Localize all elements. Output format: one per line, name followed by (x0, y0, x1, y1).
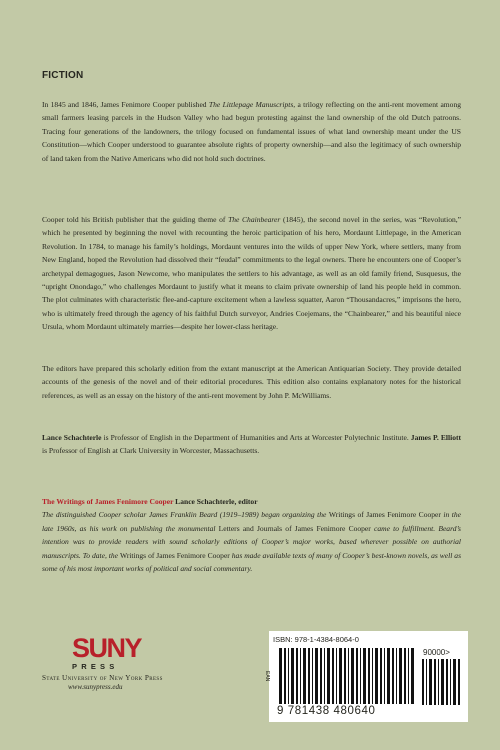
series-editor: Lance Schachterle, editor (173, 497, 258, 506)
barcode-bar (284, 648, 286, 704)
barcode-bar (315, 648, 318, 704)
series-text-italic: The distinguished Cooper scholar James Franklin Beard (1919–1989) began organizing the (42, 510, 329, 520)
price-code: 90000> (423, 648, 450, 657)
book-title: The Chainbearer (228, 215, 281, 224)
press-word: PRESS (72, 662, 119, 671)
barcode-bar (453, 659, 456, 705)
barcode-bar (450, 659, 451, 705)
series-title: The Writings of James Fenimore Cooper (42, 497, 174, 506)
barcode-bar (422, 659, 424, 705)
barcode-bar (392, 648, 394, 704)
barcode-bar (429, 659, 432, 705)
barcode-bar (312, 648, 313, 704)
barcode-bar (363, 648, 366, 704)
isbn-label: ISBN: 978-1-4384-8064-0 (273, 635, 359, 644)
suny-logo-text: SUNY (72, 633, 142, 663)
publisher-url: www.sunypress.edu (68, 683, 123, 691)
barcode-number: 9 781438 480640 (277, 705, 376, 717)
barcode-bar (360, 648, 361, 704)
paragraph-text: In 1845 and 1846, James Fenimore Cooper published (42, 100, 209, 109)
barcode-bar (327, 648, 330, 704)
barcode-bar (296, 648, 298, 704)
category-label: FICTION (42, 70, 84, 81)
barcode-bar (332, 648, 334, 704)
barcode-bar (375, 648, 378, 704)
description-paragraph-2 (42, 213, 461, 334)
series-text-italic: came to fulfillment. Beard’s intention was to provide readers with sound scholarly editions of Cooper’s major works, based wherever possible on authorial manuscripts. To date, the (42, 523, 461, 560)
barcode-bar (324, 648, 325, 704)
barcode-bar (339, 648, 342, 704)
series-work-title: Letters and Journals of James Fenimore Cooper (218, 523, 371, 533)
paragraph-text: Cooper told his British publisher that the guiding theme of (42, 215, 229, 224)
barcode-bar (380, 648, 382, 704)
barcode-bar (308, 648, 310, 704)
barcode-bar (348, 648, 349, 704)
publisher-logo (42, 633, 242, 691)
barcode-bar (372, 648, 373, 704)
barcode-bar (411, 648, 414, 704)
book-title: The Littlepage Manuscripts (208, 100, 294, 109)
addon-barcode-bars (422, 659, 462, 705)
paragraph-text: , a trilogy reflecting on the anti-rent movement among small farmers leasing parcels in the Hudson Valley who had begun protesting against the land ownership of the old Dutch patroons. Tracing four generations of the landowners, the trilogy focused on fundamental issues of what land ownership meant under the US Constitution—which Cooper understood to guarantee absolute rights of property ownership—and also the legitimacy of such ownership of land taken from the Native Americans who did not hold such doctrines. (42, 100, 461, 163)
barcode-panel (264, 631, 468, 722)
barcode-bar (438, 659, 439, 705)
description-paragraph-1 (42, 98, 461, 165)
barcode-bar (279, 648, 282, 704)
barcode-bar (351, 648, 354, 704)
editors-bio (42, 431, 461, 458)
barcode-bar (404, 648, 406, 704)
barcode-bar (356, 648, 358, 704)
barcode-bar (441, 659, 444, 705)
editor-name: James P. Elliott (410, 433, 461, 442)
paragraph-text: (1845), the second novel in the series, was “Revolution,” which he presented by beginning the novel with recounting the heroic participation of his hero, Mordaunt Littlepage, in the American Revolution. In 1784, to manage his family’s holdings, Mordaunt ventures into the wilds of upper New York, where settlers, many from New England, hoped the Revolution had dissolved their “feudal” commitments to the legal owners. There he encounters one of Cooper’s archetypal demagogues, Jason Newcome, who manipulates the settlers to his advantage, as well as an old family friend, Susquesus, the “upright Onondago,” who challenges Mordaunt to justify what it means to claim private ownership of land his people held in common. The plot culminates with characteristic flee-and-capture excitement when a lawless squatter, Aaron “Thousandacres,” imprisons the hero, who is ultimately freed through the agency of his faithful Dutch surveyor, Andries Coejemans, the “Chainbearer,” and his beautiful niece Ursula, whom Mordaunt ultimately marries—despite her lower-class heritage. (42, 215, 461, 332)
ean-label: EAN (264, 671, 270, 682)
series-description (42, 495, 461, 575)
series-work-title: Writings of James Fenimore Cooper (328, 510, 441, 520)
barcode-bar (408, 648, 409, 704)
barcode-bar (320, 648, 322, 704)
series-text (42, 508, 461, 575)
series-heading (42, 495, 461, 508)
series-text-italic: in the late 1960s, as his work on publishing the monumental (42, 510, 462, 533)
description-paragraph-3: The editors have prepared this scholarly edition from the extant manuscript at the American Antiquarian Society. They provide detailed accounts of the genesis of the novel and of their editorial procedures. This edition also contains explanatory notes for the historical references, as well as an essay on the history of the anti-rent movement by John P. McWilliams. (42, 364, 461, 400)
series-work-title: Writings of James Fenimore Cooper (120, 550, 230, 560)
barcode-bar (291, 648, 294, 704)
barcode-bar (446, 659, 448, 705)
barcode-bar (384, 648, 385, 704)
barcode-bar (434, 659, 436, 705)
barcode-bar (336, 648, 337, 704)
bio-text: is Professor of English at Clark University in Worcester, Massachusetts. (42, 446, 260, 456)
barcode-bar (368, 648, 370, 704)
publisher-name: State University of New York Press (42, 674, 163, 682)
barcode-bar (288, 648, 289, 704)
bio-text: is Professor of English in the Department of Humanities and Arts at Worcester Polytechnic Institute. (101, 433, 411, 442)
series-text-italic: has made available texts of many of Cooper’s best-known novels, as well as some of his most important works of political and social commentary. (42, 550, 462, 574)
barcode-bars (279, 648, 415, 704)
barcode-bar (300, 648, 301, 704)
barcode-bar (458, 659, 460, 705)
barcode-bar (396, 648, 397, 704)
barcode-bar (303, 648, 306, 704)
barcode-bar (399, 648, 402, 704)
editor-name: Lance Schachterle (42, 433, 102, 442)
barcode-bar (344, 648, 346, 704)
barcode-bar (387, 648, 390, 704)
barcode-bar (426, 659, 427, 705)
